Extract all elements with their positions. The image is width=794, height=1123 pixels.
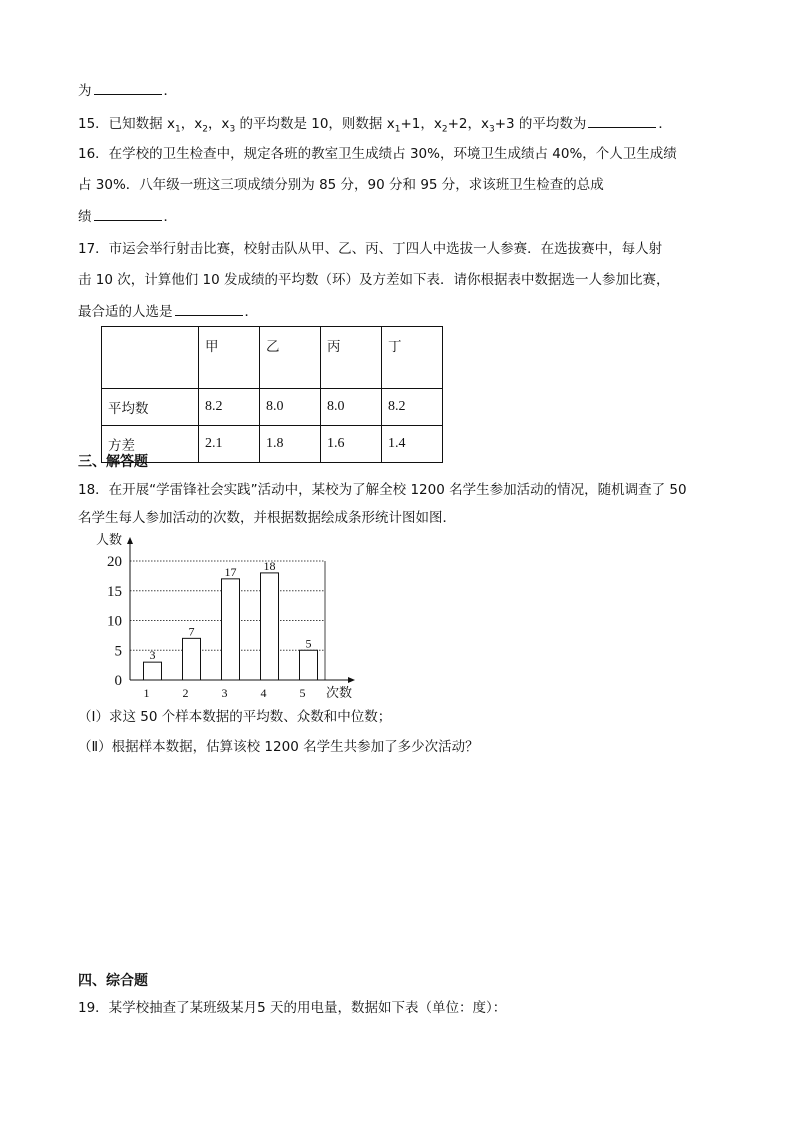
bar-data-label: 18	[263, 558, 276, 573]
bar-data-label: 17	[224, 564, 237, 579]
question-16-line3: 绩 ．	[78, 206, 177, 227]
answer-blank-15[interactable]	[588, 113, 656, 128]
x-tick-label: 2	[182, 686, 189, 700]
y-tick-label: 5	[114, 643, 122, 660]
table-cell: 8.2	[199, 389, 260, 426]
table-header-cell: 乙	[260, 327, 321, 389]
y-axis-label: 人数	[96, 533, 123, 548]
question-17-line1: 17．市运会举行射击比赛，校射击队从甲、乙、丙、丁四人中选拔一人参赛．在选拔赛中，每人射	[78, 241, 663, 257]
table-cell: 8.2	[382, 389, 443, 426]
question-16-line1: 16．在学校的卫生检查中，规定各班的教室卫生成绩占 30%，环境卫生成绩占 40%，个人卫生成绩	[78, 146, 677, 162]
table-row	[102, 426, 443, 463]
x-tick-label: 5	[299, 686, 306, 700]
y-tick-label: 20	[107, 554, 122, 570]
table-header-cell: 丙	[321, 327, 382, 389]
question-18-line1: 18．在开展“学雷锋社会实践”活动中，某校为了解全校 1200 名学生参加活动的情况，随机调查了 50	[78, 482, 687, 498]
table-header-row	[102, 327, 443, 389]
table-cell: 2.1	[199, 426, 260, 463]
bar	[183, 638, 201, 680]
question-16-line2: 占 30%．八年级一班这三项成绩分别为 85 分，90 分和 95 分，求该班卫生检查的总成	[78, 177, 604, 193]
answer-blank-16[interactable]	[94, 206, 162, 221]
bar-data-label: 7	[188, 624, 195, 639]
answer-blank-17[interactable]	[175, 301, 243, 316]
table-header-cell	[102, 327, 199, 389]
x-axis-arrow	[348, 677, 355, 683]
table-row	[102, 389, 443, 426]
bar-chart	[90, 530, 370, 706]
question-18-part2: （Ⅱ）根据样本数据，估算该校 1200 名学生共参加了多少次活动？	[78, 739, 479, 755]
x-tick-label: 3	[221, 686, 228, 700]
question-17-line2: 击 10 次，计算他们 10 发成绩的平均数（环）及方差如下表．请你根据表中数据选一人参加比赛，	[78, 272, 670, 288]
section-4-title: 四、综合题	[78, 973, 148, 989]
bar-data-label: 5	[305, 636, 312, 651]
score-table	[101, 326, 443, 463]
table-cell: 8.0	[321, 389, 382, 426]
q14-tail: 为 ．	[78, 80, 177, 101]
bar	[222, 579, 240, 680]
table-header-cell: 丁	[382, 327, 443, 389]
bar	[300, 650, 318, 680]
x-axis-label: 次数	[326, 686, 353, 701]
question-19-line1: 19．某学校抽查了某班级某月5 天的用电量，数据如下表（单位：度）：	[78, 1000, 507, 1016]
bar	[144, 662, 162, 680]
x-tick-label: 4	[260, 686, 267, 700]
bar	[261, 573, 279, 680]
table-cell: 8.0	[260, 389, 321, 426]
table-cell: 1.6	[321, 426, 382, 463]
table-cell: 1.8	[260, 426, 321, 463]
table-cell: 1.4	[382, 426, 443, 463]
question-18-part1: （Ⅰ）求这 50 个样本数据的平均数、众数和中位数；	[78, 709, 392, 725]
question-18-line2: 名学生每人参加活动的次数，并根据数据绘成条形统计图如图．	[78, 510, 456, 526]
y-tick-label: 15	[107, 583, 122, 600]
section-3-title: 三、解答题	[78, 454, 148, 470]
y-tick-label: 10	[107, 613, 122, 630]
y-tick-label: 0	[114, 673, 122, 689]
bar-data-label: 3	[149, 648, 156, 663]
answer-blank-14[interactable]	[94, 80, 162, 95]
table-row-label: 平均数	[102, 389, 199, 426]
table-header-cell: 甲	[199, 327, 260, 389]
question-15: 15．已知数据 $x_1$，$x_2$，$x_3$ 的平均数是 10，则数据 $x_1+1$，$x_2+2$，$x_3+3$ 的平均数为 ．	[78, 113, 672, 140]
y-axis-arrow	[127, 537, 133, 544]
table-row-label: 方差	[102, 426, 199, 463]
x-tick-label: 1	[143, 686, 150, 700]
question-17-line3: 最合适的人选是 ．	[78, 301, 258, 322]
